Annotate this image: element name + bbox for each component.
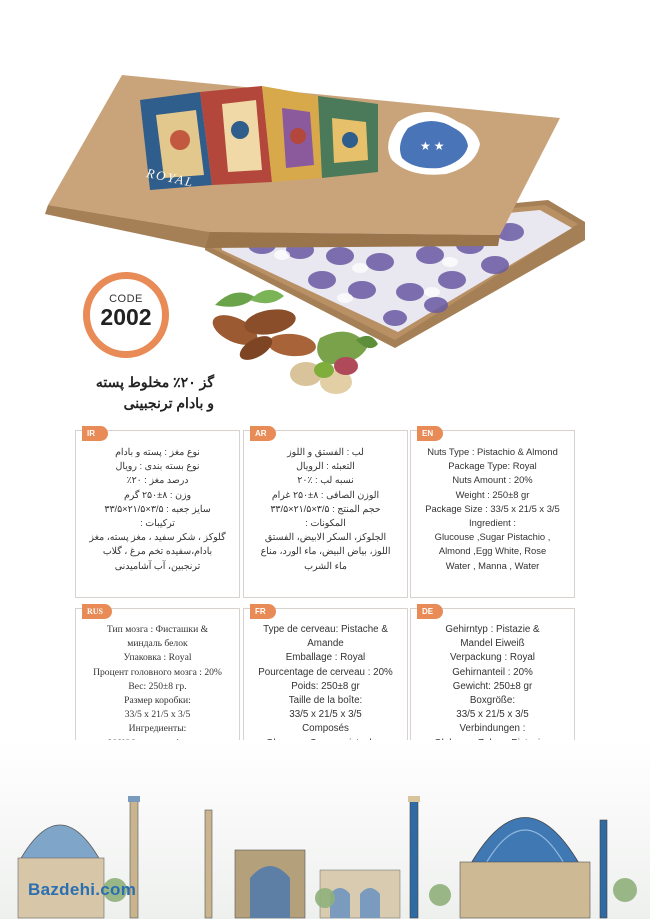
language-tag: AR [250, 426, 276, 441]
spec-line: Verbindungen : [459, 723, 526, 735]
code-number: 2002 [100, 304, 152, 330]
spec-line: Nuts Amount : 20% [452, 474, 533, 486]
panel-english [410, 430, 575, 598]
spec-line: الجلوكز، السكر الابيض، الفستق [264, 531, 387, 543]
spec-line: Упаковка : Royal [123, 652, 192, 664]
spec-line: Composés [302, 723, 349, 735]
almonds [208, 290, 317, 365]
language-tag: IR [82, 426, 108, 441]
panel-persian [75, 430, 240, 598]
spec-line: Ingredient : [469, 517, 516, 529]
spec-line: بادام،سفیده تخم مرغ ، گلاب [102, 545, 213, 557]
spec-line: Glucouse ,Sugar Pistachio , [434, 531, 551, 543]
spec-line: درصد مغز : ۲۰٪ [126, 474, 189, 486]
spec-line: миндаль белок [127, 638, 188, 650]
spec-line: Emballage : Royal [285, 652, 366, 664]
spec-line: Pourcentage de cerveau : 20% [258, 666, 393, 678]
spec-line: نسبه لب : ٪۲۰ [297, 474, 354, 486]
spec-line: المكونات : [305, 517, 346, 529]
spec-line: Тип мозга : Фисташки & [106, 624, 209, 635]
spec-line: Amande [307, 638, 344, 650]
code-label: CODE [109, 293, 143, 305]
watermark-text: Bazdehi.com [28, 880, 137, 899]
spec-line: Weight : 250±8 gr [455, 488, 530, 500]
spec-line: Ингредиенты: [128, 723, 187, 735]
spec-line: 33/5 x 21/5 x 3/5 [456, 709, 529, 721]
spec-line: ترنجبین، آب آشامیدنی [114, 559, 201, 571]
spec-line: Вес: 250±8 гр. [128, 680, 187, 692]
language-tag: EN [417, 426, 443, 441]
spec-line: Poids: 250±8 gr [291, 680, 360, 692]
language-tag: RUS [82, 604, 112, 619]
panel-arabic [243, 430, 408, 598]
spec-line: نوع بسته بندی : رویال [115, 460, 200, 472]
spec-line: سایز جعبه : ۳/۵×۲۱/۵×۳۳/۵ [104, 502, 211, 514]
spec-line: Boxgröße: [469, 695, 516, 707]
spec-line: حجم المنتج : ۳/۵×۲۱/۵×۳۳/۵ [270, 502, 381, 514]
product-title [64, 372, 214, 414]
spec-line: Verpackung : Royal [450, 652, 535, 664]
spec-line: Gehirnanteil : 20% [452, 666, 533, 678]
box-brand-text: ROYAL [145, 165, 196, 190]
spec-line: Almond ,Egg White, Rose [438, 545, 547, 557]
spec-line: Type de cerveau: Pistache & [263, 624, 388, 635]
spec-line: الوزن الصافى : ۸±۲۵۰ غرام [271, 488, 380, 500]
spec-line: 33/5 x 21/5 x 3/5 [289, 709, 362, 721]
product-title-line: و بادام ترنجبینی [123, 395, 214, 411]
spec-line: گلوکز ، شکر سفید ، مغز پسته، مغز [89, 531, 226, 543]
spec-line: Water , Manna , Water [445, 559, 540, 571]
spec-line: Nuts Type : Pistachio & Almond [427, 446, 558, 457]
spec-line: التعبئه : الرويال [296, 460, 355, 472]
svg-text:★ ★: ★ ★ [420, 139, 445, 153]
product-code-badge [83, 272, 169, 358]
spec-line: لب : الفستق و اللوز [287, 446, 364, 457]
spec-line: اللوز، بياض البيض، ماء الورد، مناع [260, 545, 391, 557]
spec-line: Gehirntyp : Pistazie & [445, 624, 540, 635]
spec-line: نوع مغز : پسته و بادام [115, 446, 200, 457]
spec-line: Mandel Eiweiß [460, 638, 525, 650]
spec-line: 33/5 x 21/5 x 3/5 [124, 709, 191, 721]
spec-line: ماء الشرب [304, 559, 347, 571]
product-title-line: گز ۲۰٪ مخلوط پسته [95, 374, 214, 390]
spec-line: وزن : ۸±۲۵۰ گرم [123, 488, 192, 500]
language-tag: FR [250, 604, 276, 619]
spec-line: Taille de la boîte: [288, 695, 363, 707]
spec-line: Размер коробки: [124, 695, 191, 707]
spec-line: ترکیبات : [140, 517, 175, 529]
language-tag: DE [417, 604, 443, 619]
spec-line: Процент головного мозга : 20% [93, 666, 222, 678]
spec-line: Package Size : 33/5 x 21/5 x 3/5 [425, 502, 560, 514]
spec-line: Package Type: Royal [448, 460, 537, 472]
spec-line: Gewicht: 250±8 gr [452, 680, 533, 692]
